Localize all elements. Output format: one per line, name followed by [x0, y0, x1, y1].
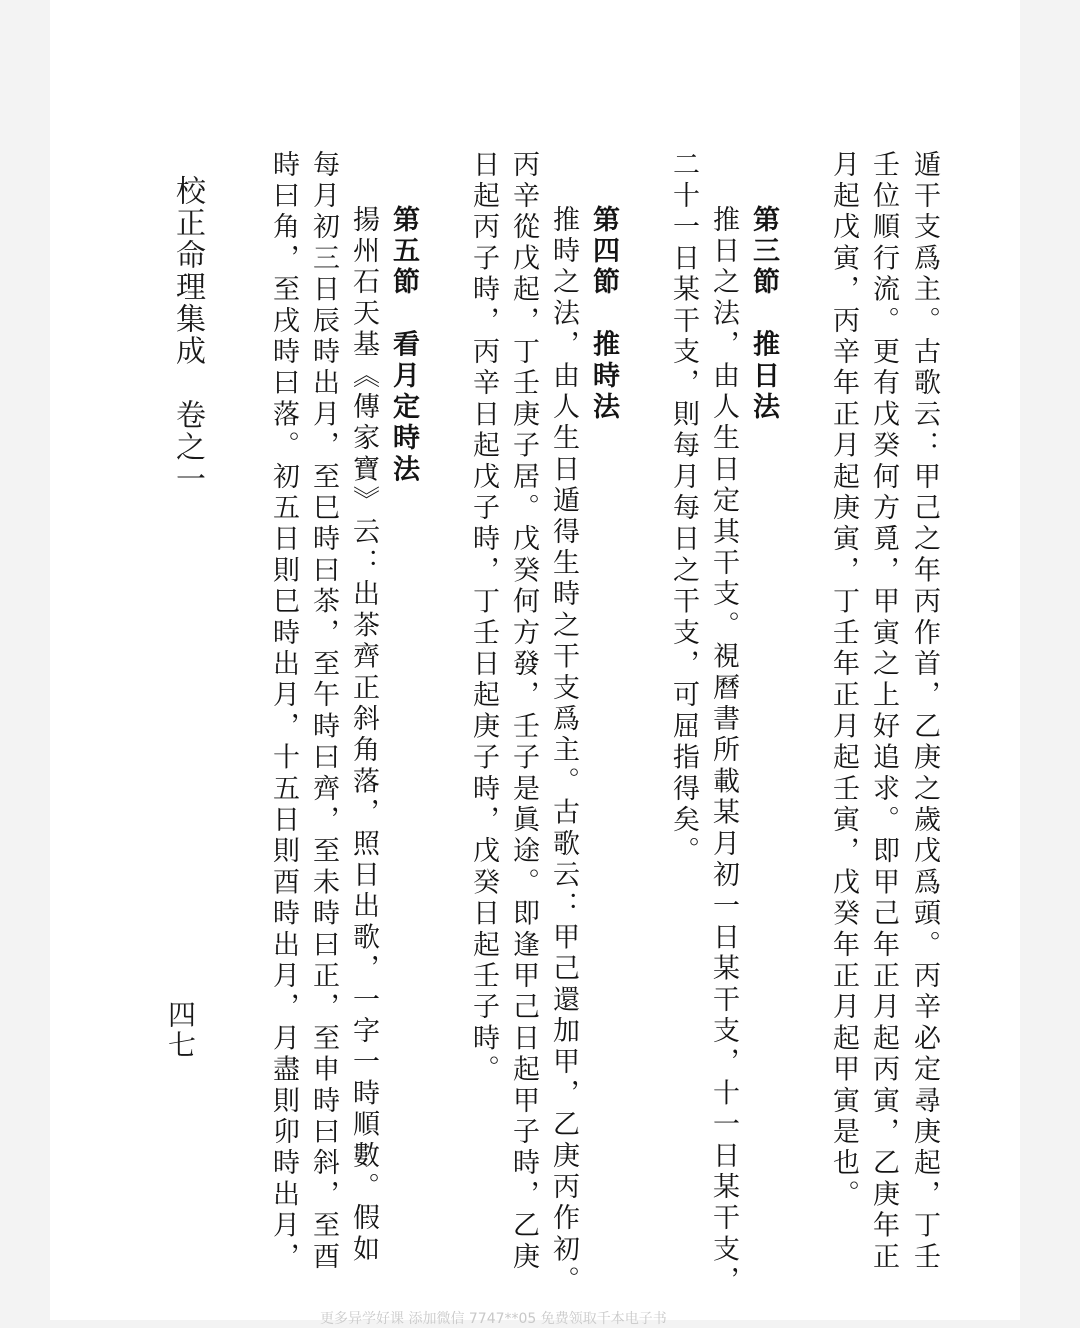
text-column-9: 丙辛從戊起，丁壬庚子居。戊癸何方發，壬子是眞途。即逢甲己日起甲子時，乙庚 — [508, 150, 539, 1274]
text-column-2: 壬位順行流。更有戊癸何方覓，甲寅之上好追求。即甲己年正月起丙寅，乙庚年正 — [868, 150, 899, 1274]
watermark-text: 更多异学好课 添加微信 7747**05 免费领取千本电子书 — [320, 1311, 667, 1327]
text-column-13: 每月初三日辰時出月，至巳時曰茶，至午時曰齊，至未時曰正，至申時曰斜，至酉 — [308, 150, 339, 1274]
text-column-8: 推時之法，由人生日遁得生時之干支爲主。古歌云：甲己還加甲，乙庚丙作初。 — [548, 205, 579, 1297]
text-column-12: 揚州石天基《傳家寶》云：出茶齊正斜角落，照日出歌，一字一時順數。假如 — [348, 205, 379, 1266]
text-column-1: 遁干支爲主。古歌云：甲己之年丙作首，乙庚之歲戊爲頭。丙辛必定尋庚起，丁壬 — [909, 150, 940, 1274]
section-5-heading: 第五節 看月定時法 — [388, 205, 419, 486]
section-3-heading: 第三節 推日法 — [748, 205, 779, 424]
text-column-6: 二十一日某干支，則每月每日之干支，可屈指得矣。 — [668, 150, 699, 868]
page-number: 四七 — [164, 1000, 197, 1060]
text-column-10: 日起丙子時，丙辛日起戊子時，丁壬日起庚子時，戊癸日起壬子時。 — [468, 150, 499, 1086]
text-column-14: 時曰角，至戌時曰落。初五日則巳時出月，十五日則酉時出月，月盡則卯時出月， — [268, 150, 299, 1274]
running-footer: 校正命理集成 卷之一 — [170, 175, 205, 495]
text-column-3: 月起戊寅，丙辛年正月起庚寅，丁壬年正月起壬寅，戊癸年正月起甲寅是也。 — [828, 150, 859, 1211]
text-column-5: 推日之法，由人生日定其干支。視曆書所載某月初一日某干支，十一日某干支， — [708, 205, 739, 1297]
section-4-heading: 第四節 推時法 — [588, 205, 619, 424]
